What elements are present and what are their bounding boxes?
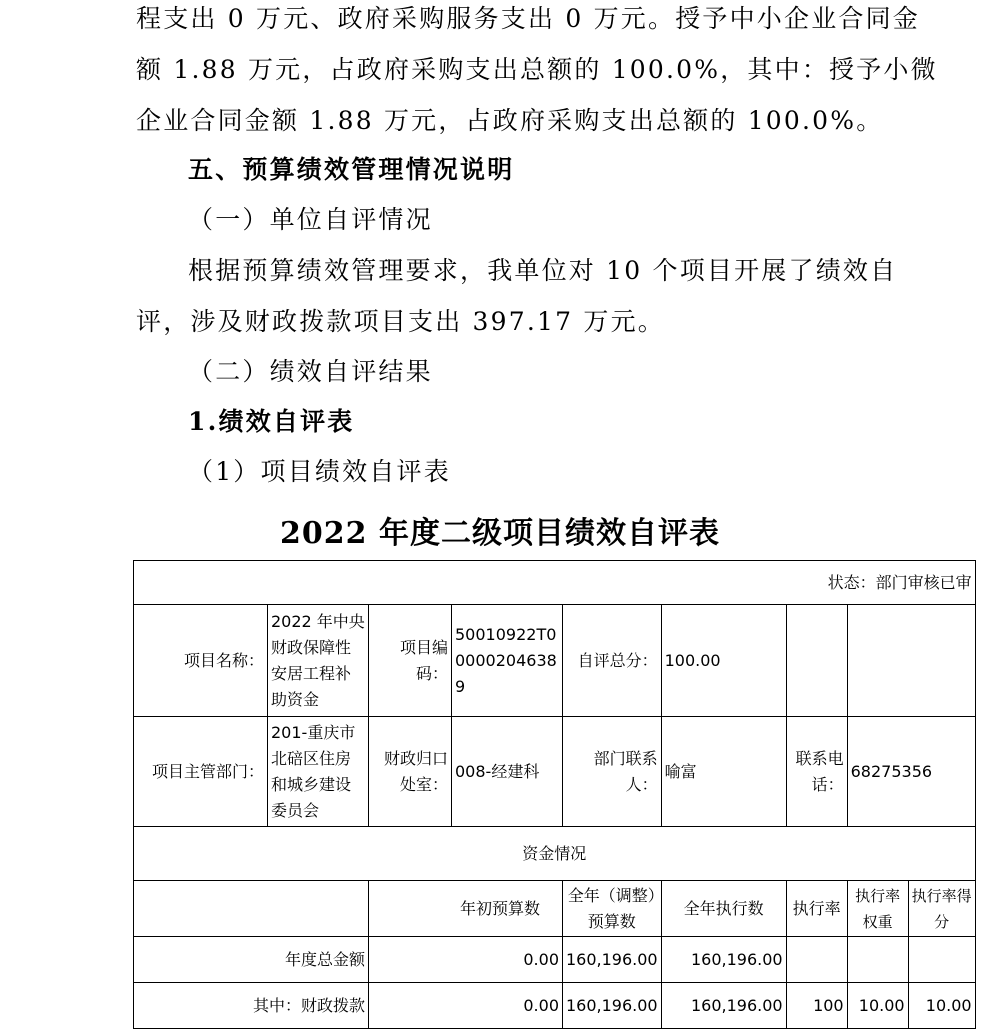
empty-cell — [786, 605, 847, 717]
col-rate-weight: 执行率权重 — [847, 881, 908, 937]
col-rate: 执行率 — [786, 881, 847, 937]
phone-value: 68275356 — [847, 717, 975, 827]
finance-office-label: 财政归口处室： — [369, 717, 452, 827]
row-label: 年度总金额 — [134, 937, 369, 983]
finance-office-value: 008-经建科 — [452, 717, 563, 827]
text-line: 额 1.88 万元，占政府采购支出总额的 100.0%，其中：授予小微 — [136, 55, 938, 84]
project-code-label: 项目编码： — [369, 605, 452, 717]
document-title: 2022 年度二级项目绩效自评表 — [280, 516, 720, 551]
text-line: 程支出 0 万元、政府采购服务支出 0 万元。授予中小企业合同金 — [136, 4, 921, 33]
executed-value: 160,196.00 — [661, 983, 786, 1029]
status-cell — [134, 561, 976, 605]
row-label: 其中：财政拨款 — [134, 983, 369, 1029]
subsection-heading: （一）单位自评情况 — [188, 205, 433, 234]
funds-header: 资金情况 — [134, 827, 976, 881]
rate-value: 100 — [786, 983, 847, 1029]
project-code-value: 50010922T000002046389 — [452, 605, 563, 717]
self-evaluation-table — [133, 560, 976, 1029]
col-initial-budget: 年初预算数 — [369, 881, 563, 937]
adjusted-budget-value: 160,196.00 — [563, 937, 662, 983]
executed-value: 160,196.00 — [661, 937, 786, 983]
table-row — [134, 937, 976, 983]
text-line: 根据预算绩效管理要求，我单位对 10 个项目开展了绩效自 — [188, 256, 898, 285]
col-rate-score: 执行率得分 — [908, 881, 975, 937]
contact-value: 喻富 — [661, 717, 786, 827]
dept-label: 项目主管部门： — [134, 717, 268, 827]
table-subheading: （1）项目绩效自评表 — [188, 457, 451, 486]
rate-score-value — [908, 937, 975, 983]
adjusted-budget-value: 160,196.00 — [563, 983, 662, 1029]
text-line: 评，涉及财政拨款项目支出 397.17 万元。 — [136, 307, 665, 336]
rate-value — [786, 937, 847, 983]
rate-score-value: 10.00 — [908, 983, 975, 1029]
empty-cell — [134, 881, 369, 937]
dept-value: 201-重庆市北碚区住房和城乡建设委员会 — [268, 717, 369, 827]
subsection-heading: （二）绩效自评结果 — [188, 357, 433, 386]
weight-value: 10.00 — [847, 983, 908, 1029]
project-name-value: 2022 年中央财政保障性安居工程补助资金 — [268, 605, 369, 717]
initial-budget-value: 0.00 — [369, 937, 563, 983]
status-text: 状态：部门审核已审 — [827, 572, 972, 592]
col-adjusted-budget: 全年（调整）预算数 — [563, 881, 662, 937]
contact-label: 部门联系人： — [563, 717, 662, 827]
score-label: 自评总分： — [563, 605, 662, 717]
table-heading: 1.绩效自评表 — [188, 407, 355, 436]
score-value: 100.00 — [661, 605, 786, 717]
initial-budget-value: 0.00 — [369, 983, 563, 1029]
table-row — [134, 983, 976, 1029]
col-executed: 全年执行数 — [661, 881, 786, 937]
section-heading: 五、预算绩效管理情况说明 — [188, 155, 515, 184]
weight-value — [847, 937, 908, 983]
project-name-label: 项目名称： — [134, 605, 268, 717]
empty-cell — [847, 605, 975, 717]
text-line: 企业合同金额 1.88 万元，占政府采购支出总额的 100.0%。 — [136, 106, 884, 135]
phone-label: 联系电话： — [786, 717, 847, 827]
